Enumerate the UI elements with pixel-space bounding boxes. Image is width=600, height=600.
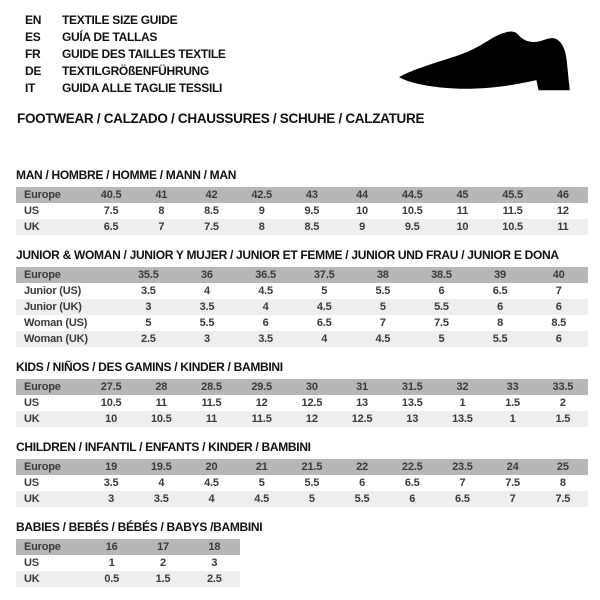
section-title: BABIES / BEBÉS / BÉBÉS / BABYS /BAMBINI [16, 520, 263, 534]
language-row-en [25, 12, 226, 29]
size-cell: 41 [155, 189, 168, 201]
size-cell: 7 [509, 493, 516, 505]
size-cell: 40.5 [100, 189, 122, 201]
size-cell: 7 [379, 317, 386, 329]
size-cell: 4.5 [316, 301, 332, 313]
size-cell: 6.5 [404, 477, 420, 489]
size-cell: 5.5 [492, 333, 508, 345]
size-cell: 6.5 [492, 285, 508, 297]
size-cell: 39 [494, 269, 506, 281]
size-cell: 7.5 [505, 477, 520, 489]
size-cell: 1.5 [555, 413, 571, 425]
size-cell: 36.5 [255, 269, 276, 281]
size-cell: 3.5 [103, 477, 119, 489]
size-cell: 6 [438, 285, 445, 297]
section-children [16, 440, 588, 507]
size-cell: 18 [208, 541, 221, 553]
size-cell: 4.5 [204, 477, 219, 489]
row-label: UK [24, 573, 40, 585]
table-row [16, 555, 240, 571]
table-body [16, 187, 588, 235]
size-cell: 8 [258, 221, 265, 233]
row-label: US [24, 205, 39, 217]
size-cell: 10 [105, 413, 118, 425]
row-label: Europe [24, 189, 61, 201]
size-cell: 42 [205, 189, 218, 201]
size-cell: 5 [438, 333, 445, 345]
size-cell: 22.5 [401, 461, 423, 473]
size-cell: 10 [356, 205, 368, 217]
language-code: EN [25, 13, 42, 27]
size-cell: 7 [459, 477, 466, 489]
row-label: Woman (US) [24, 317, 88, 329]
size-cell: 2.5 [206, 573, 222, 585]
table-body [16, 267, 588, 347]
table-row [16, 411, 588, 427]
size-cell: 8.5 [551, 317, 567, 329]
size-cell: 10 [456, 221, 469, 233]
size-cell: 7.5 [204, 221, 219, 233]
size-cell: 5.5 [304, 477, 320, 489]
size-cell: 13 [356, 397, 368, 409]
size-cell: 42.5 [251, 189, 272, 201]
size-tables [16, 168, 588, 600]
size-cell: 7.5 [434, 317, 449, 329]
size-cell: 3.5 [153, 493, 169, 505]
size-cell: 11 [456, 205, 469, 217]
size-cell: 31.5 [401, 381, 423, 393]
size-cell: 4.5 [254, 493, 269, 505]
language-code: IT [25, 81, 36, 95]
size-cell: 22 [356, 461, 368, 473]
size-table-junior-woman [16, 267, 588, 347]
size-cell: 40 [552, 269, 565, 281]
language-label: TEXTILE SIZE GUIDE [62, 13, 178, 27]
size-cell: 25 [556, 461, 569, 473]
size-table-babies [16, 539, 240, 587]
size-cell: 28.5 [201, 381, 222, 393]
size-cell: 17 [157, 541, 169, 553]
size-cell: 19 [105, 461, 118, 473]
language-label: GUIDE DES TAILLES TEXTILE [62, 47, 226, 61]
size-cell: 10.5 [150, 413, 172, 425]
table-header-row [16, 539, 240, 555]
size-cell: 16 [105, 541, 118, 553]
size-cell: 4 [321, 333, 328, 345]
language-code: DE [25, 64, 42, 78]
size-cell: 11 [155, 397, 167, 409]
section-kids [16, 360, 588, 427]
size-cell: 3.5 [199, 301, 215, 313]
language-row-it [25, 80, 226, 97]
size-cell: 4 [158, 477, 165, 489]
size-cell: 20 [205, 461, 218, 473]
size-cell: 19.5 [150, 461, 172, 473]
size-cell: 13 [406, 413, 419, 425]
category-heading: FOOTWEAR / CALZADO / CHAUSSURES / SCHUHE / CALZATURE [17, 111, 425, 126]
size-cell: 2.5 [140, 333, 156, 345]
language-row-es [25, 29, 226, 46]
size-cell: 24 [506, 461, 519, 473]
table-row [16, 331, 588, 347]
size-cell: 32 [456, 381, 469, 393]
row-label: UK [24, 493, 40, 505]
size-cell: 44 [356, 189, 368, 201]
size-cell: 5 [379, 301, 386, 313]
size-cell: 5 [308, 493, 315, 505]
size-cell: 6 [497, 301, 504, 313]
size-cell: 12.5 [351, 413, 373, 425]
table-body [16, 459, 588, 507]
size-cell: 6 [555, 301, 562, 313]
row-label: Europe [24, 541, 61, 553]
language-label: TEXTILGRÖßENFÜHRUNG [62, 64, 209, 78]
size-table-man [16, 187, 588, 235]
size-cell: 3.5 [140, 285, 156, 297]
section-babies [16, 520, 588, 587]
table-header-row [16, 459, 588, 475]
size-cell: 9 [359, 221, 365, 233]
size-cell: 11 [205, 413, 218, 425]
table-row [16, 315, 588, 331]
size-cell: 4.5 [258, 285, 273, 297]
size-cell: 8 [497, 317, 504, 329]
size-cell: 0.5 [104, 573, 120, 585]
size-cell: 7.5 [103, 205, 119, 217]
table-row [16, 283, 588, 299]
size-cell: 2 [559, 397, 566, 409]
size-cell: 1.5 [155, 573, 171, 585]
table-row [16, 203, 588, 219]
size-cell: 8 [158, 205, 165, 217]
size-cell: 9.5 [404, 221, 420, 233]
size-cell: 8.5 [204, 205, 219, 217]
size-cell: 28 [155, 381, 168, 393]
size-cell: 1 [108, 557, 115, 569]
size-cell: 35.5 [138, 269, 159, 281]
row-label: Junior (US) [24, 285, 82, 297]
size-cell: 5 [145, 317, 152, 329]
row-label: UK [24, 221, 40, 233]
size-cell: 36 [201, 269, 213, 281]
size-cell: 3 [203, 333, 210, 345]
size-cell: 37.5 [313, 269, 335, 281]
table-row [16, 491, 588, 507]
size-cell: 4 [262, 301, 269, 313]
size-cell: 7.5 [555, 493, 571, 505]
size-cell: 5.5 [375, 285, 391, 297]
size-cell: 23.5 [452, 461, 473, 473]
size-table-kids [16, 379, 588, 427]
section-title: JUNIOR & WOMAN / JUNIOR Y MUJER / JUNIOR ET FEMME / JUNIOR UND FRAU / JUNIOR E DONA [16, 248, 559, 262]
size-cell: 8 [559, 477, 566, 489]
size-cell: 12 [305, 413, 318, 425]
size-cell: 12 [255, 397, 268, 409]
table-row [16, 395, 588, 411]
size-cell: 45 [456, 189, 469, 201]
size-cell: 44.5 [401, 189, 423, 201]
table-row [16, 219, 588, 235]
size-cell: 45.5 [502, 189, 523, 201]
language-label: GUÍA DE TALLAS [62, 30, 158, 44]
language-code: FR [25, 47, 41, 61]
size-cell: 6.5 [455, 493, 470, 505]
size-cell: 33 [506, 381, 519, 393]
size-cell: 4 [203, 285, 210, 297]
table-row [16, 475, 588, 491]
language-label: GUIDA ALLE TAGLIE TESSILI [62, 81, 223, 95]
language-row-de [25, 63, 226, 80]
size-cell: 9 [258, 205, 265, 217]
size-cell: 43 [305, 189, 318, 201]
row-label: Europe [24, 269, 61, 281]
row-label: Woman (UK) [24, 333, 88, 345]
size-cell: 5.5 [434, 301, 449, 313]
size-cell: 5 [321, 285, 328, 297]
size-cell: 4 [208, 493, 215, 505]
size-cell: 5.5 [199, 317, 215, 329]
size-cell: 5.5 [354, 493, 370, 505]
row-label: Junior (UK) [24, 301, 82, 313]
size-cell: 3.5 [258, 333, 273, 345]
size-cell: 46 [556, 189, 569, 201]
size-cell: 7 [158, 221, 165, 233]
size-cell: 29.5 [251, 381, 272, 393]
size-cell: 9.5 [304, 205, 320, 217]
size-cell: 6.5 [103, 221, 119, 233]
section-title: MAN / HOMBRE / HOMME / MANN / MAN [16, 168, 237, 182]
table-row [16, 299, 588, 315]
size-cell: 3 [145, 301, 152, 313]
size-cell: 6 [359, 477, 365, 489]
row-label: UK [24, 413, 40, 425]
shoe-icon [393, 28, 590, 102]
row-label: US [24, 557, 39, 569]
table-row [16, 571, 240, 587]
language-list [25, 12, 226, 97]
size-cell: 3 [211, 557, 218, 569]
table-body [16, 539, 240, 587]
size-cell: 3 [108, 493, 115, 505]
size-cell: 2 [160, 557, 166, 569]
size-cell: 1 [459, 397, 466, 409]
size-cell: 30 [305, 381, 318, 393]
size-cell: 6.5 [316, 317, 332, 329]
size-cell: 11.5 [201, 397, 222, 409]
size-cell: 7 [555, 285, 562, 297]
size-cell: 11 [557, 221, 569, 233]
table-header-row [16, 187, 588, 203]
size-cell: 27.5 [100, 381, 122, 393]
size-cell: 6 [409, 493, 416, 505]
size-cell: 10.5 [100, 397, 122, 409]
size-cell: 4.5 [375, 333, 391, 345]
size-cell: 5 [258, 477, 265, 489]
size-table-children [16, 459, 588, 507]
size-cell: 12 [556, 205, 569, 217]
size-cell: 11.5 [251, 413, 272, 425]
size-cell: 6 [555, 333, 562, 345]
size-cell: 11.5 [502, 205, 523, 217]
size-cell: 10.5 [502, 221, 523, 233]
size-cell: 33.5 [552, 381, 574, 393]
size-cell: 12.5 [301, 397, 323, 409]
row-label: US [24, 397, 39, 409]
size-cell: 6 [262, 317, 269, 329]
size-cell: 38.5 [431, 269, 452, 281]
size-cell: 21.5 [301, 461, 323, 473]
row-label: Europe [24, 461, 61, 473]
size-cell: 38 [376, 269, 389, 281]
section-title: KIDS / NIÑOS / DES GAMINS / KINDER / BAMBINI [16, 360, 283, 374]
size-cell: 10.5 [401, 205, 423, 217]
language-code: ES [25, 30, 41, 44]
section-man [16, 168, 588, 235]
size-cell: 8.5 [304, 221, 320, 233]
row-label: US [24, 477, 39, 489]
section-title: CHILDREN / INFANTIL / ENFANTS / KINDER / BAMBINI [16, 440, 311, 454]
size-cell: 1 [509, 413, 516, 425]
row-label: Europe [24, 381, 61, 393]
language-row-fr [25, 46, 226, 63]
table-header-row [16, 267, 588, 283]
table-header-row [16, 379, 588, 395]
size-cell: 13.5 [452, 413, 473, 425]
table-body [16, 379, 588, 427]
size-cell: 21 [255, 461, 268, 473]
section-junior-woman [16, 248, 588, 347]
size-cell: 1.5 [505, 397, 520, 409]
size-cell: 13.5 [401, 397, 423, 409]
size-cell: 31 [356, 381, 368, 393]
